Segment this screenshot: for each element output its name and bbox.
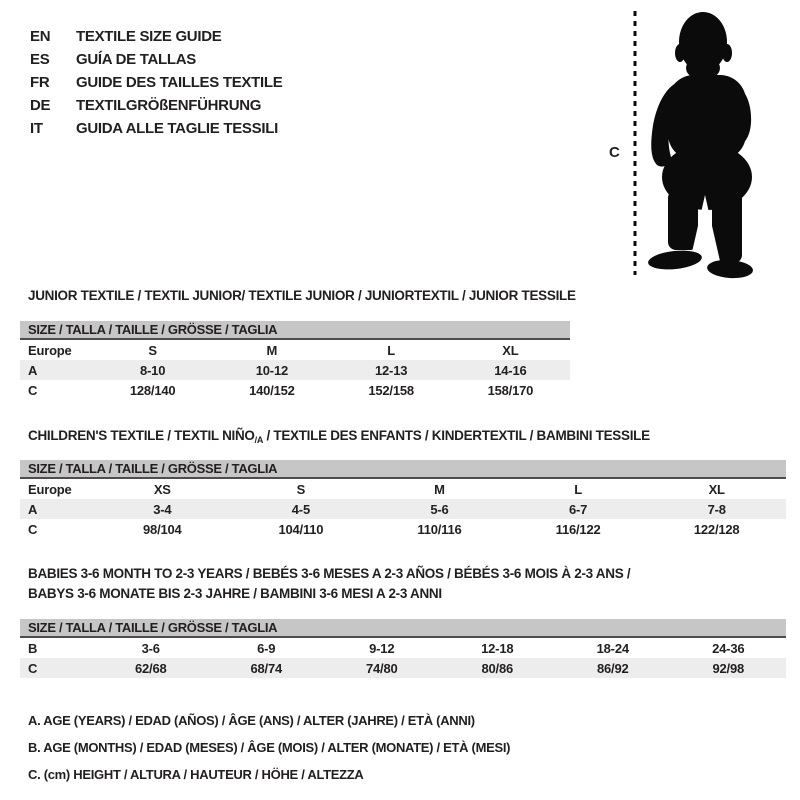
row-label: B <box>28 640 38 656</box>
language-row-de <box>30 94 282 117</box>
language-legend <box>30 25 282 140</box>
row-label: C <box>28 521 38 537</box>
size-cell: S <box>296 481 306 497</box>
language-row-es <box>30 48 282 71</box>
height-cell: 116/122 <box>555 521 601 537</box>
age-cell: 24-36 <box>712 640 745 656</box>
section-title-junior: JUNIOR TEXTILE / TEXTIL JUNIOR/ TEXTILE JUNIOR / JUNIORTEXTIL / JUNIOR TESSILE <box>28 288 576 303</box>
language-code: EN <box>30 28 51 45</box>
height-cell: 86/92 <box>596 660 629 676</box>
section-title-children-sub: /A <box>254 435 264 445</box>
language-code: DE <box>30 97 51 114</box>
size-header-label: SIZE / TALLA / TAILLE / GRÖSSE / TAGLIA <box>28 322 278 337</box>
age-cell: 18-24 <box>596 640 629 656</box>
height-cell: 140/152 <box>249 382 295 398</box>
age-cell: 4-5 <box>291 501 310 517</box>
junior-size-table <box>20 321 570 400</box>
height-cell: 158/170 <box>487 382 534 398</box>
height-cell: 152/158 <box>368 382 414 398</box>
table-row <box>20 499 786 519</box>
measurement-legend <box>28 713 510 794</box>
size-cell: L <box>387 342 395 358</box>
language-code: FR <box>30 74 50 91</box>
age-cell: 14-16 <box>494 362 527 378</box>
age-cell: 7-8 <box>707 501 726 517</box>
height-cell: 62/68 <box>134 660 167 676</box>
age-cell: 6-7 <box>568 501 588 517</box>
age-cell: 8-10 <box>140 362 166 378</box>
height-measure-label: C <box>609 144 620 161</box>
table-row <box>20 380 570 400</box>
age-cell: 10-12 <box>255 362 288 378</box>
language-title: GUÍA DE TALLAS <box>76 51 196 68</box>
size-cell: XL <box>708 481 725 497</box>
section-title-babies-line1: BABIES 3-6 MONTH TO 2-3 YEARS / BEBÉS 3-6 MESES A 2-3 AÑOS / BÉBÉS 3-6 MOIS À 2-3 ANS / <box>28 566 631 581</box>
size-header-bar <box>20 619 786 638</box>
language-row-fr <box>30 71 282 94</box>
height-cell: 128/140 <box>129 382 176 398</box>
section-title-children-post: / TEXTILE DES ENFANTS / KINDERTEXTIL / BAMBINI TESSILE <box>263 428 650 443</box>
height-cell: 68/74 <box>250 660 283 676</box>
height-cell: 98/104 <box>143 521 182 537</box>
table-row <box>20 658 786 678</box>
row-label: Europe <box>28 481 72 497</box>
height-cell: 104/110 <box>278 521 324 537</box>
age-cell: 9-12 <box>369 640 395 656</box>
legend-note-b: B. AGE (MONTHS) / EDAD (MESES) / ÂGE (MOIS) / ALTER (MONATE) / ETÀ (MESI) <box>28 740 511 755</box>
height-cell: 110/116 <box>417 521 462 537</box>
size-cell: S <box>148 342 157 358</box>
table-row <box>20 340 570 360</box>
height-cell: 122/128 <box>693 521 740 537</box>
height-cell: 92/98 <box>712 660 745 676</box>
age-cell: 12-18 <box>481 640 514 656</box>
age-cell: 12-13 <box>375 362 408 378</box>
size-header-label: SIZE / TALLA / TAILLE / GRÖSSE / TAGLIA <box>28 620 278 635</box>
table-row <box>20 638 786 658</box>
toddler-silhouette <box>630 5 770 285</box>
table-row <box>20 519 786 539</box>
size-cell: M <box>266 342 278 358</box>
row-label: C <box>28 382 38 398</box>
section-title-children-pre: CHILDREN'S TEXTILE / TEXTIL NIÑO <box>28 428 255 443</box>
language-title: TEXTILE SIZE GUIDE <box>76 28 222 45</box>
language-code: IT <box>30 120 43 137</box>
age-cell: 5-6 <box>430 501 449 517</box>
language-title: GUIDE DES TAILLES TEXTILE <box>76 74 283 91</box>
age-cell: 6-9 <box>257 640 276 656</box>
row-label: A <box>28 362 38 378</box>
size-header-bar <box>20 460 786 479</box>
row-label: Europe <box>28 342 72 358</box>
section-title-babies <box>28 564 630 604</box>
language-row-it <box>30 117 282 140</box>
language-code: ES <box>30 51 50 68</box>
section-title-babies-line2: BABYS 3-6 MONATE BIS 2-3 JAHRE / BAMBINI 3-6 MESI A 2-3 ANNI <box>28 586 442 601</box>
size-cell: XL <box>502 342 519 358</box>
section-title-children <box>28 428 650 445</box>
size-header-label: SIZE / TALLA / TAILLE / GRÖSSE / TAGLIA <box>28 461 278 476</box>
children-size-table <box>20 460 786 539</box>
size-cell: L <box>574 481 582 497</box>
legend-note-a: A. AGE (YEARS) / EDAD (AÑOS) / ÂGE (ANS) / ALTER (JAHRE) / ETÀ (ANNI) <box>28 713 475 728</box>
table-row <box>20 479 786 499</box>
height-cell: 74/80 <box>365 660 398 676</box>
size-header-bar <box>20 321 570 340</box>
language-title: GUIDA ALLE TAGLIE TESSILI <box>76 120 278 137</box>
row-label: C <box>28 660 38 676</box>
babies-size-table <box>20 619 786 678</box>
row-label: A <box>28 501 38 517</box>
legend-note-c: C. (cm) HEIGHT / ALTURA / HAUTEUR / HÖHE / ALTEZZA <box>28 767 364 782</box>
age-cell: 3-6 <box>141 640 160 656</box>
size-cell: M <box>434 481 445 497</box>
size-cell: XS <box>153 481 171 497</box>
height-cell: 80/86 <box>481 660 514 676</box>
table-row <box>20 360 570 380</box>
language-row-en <box>30 25 282 48</box>
age-cell: 3-4 <box>153 501 172 517</box>
language-title: TEXTILGRÖßENFÜHRUNG <box>76 97 262 114</box>
